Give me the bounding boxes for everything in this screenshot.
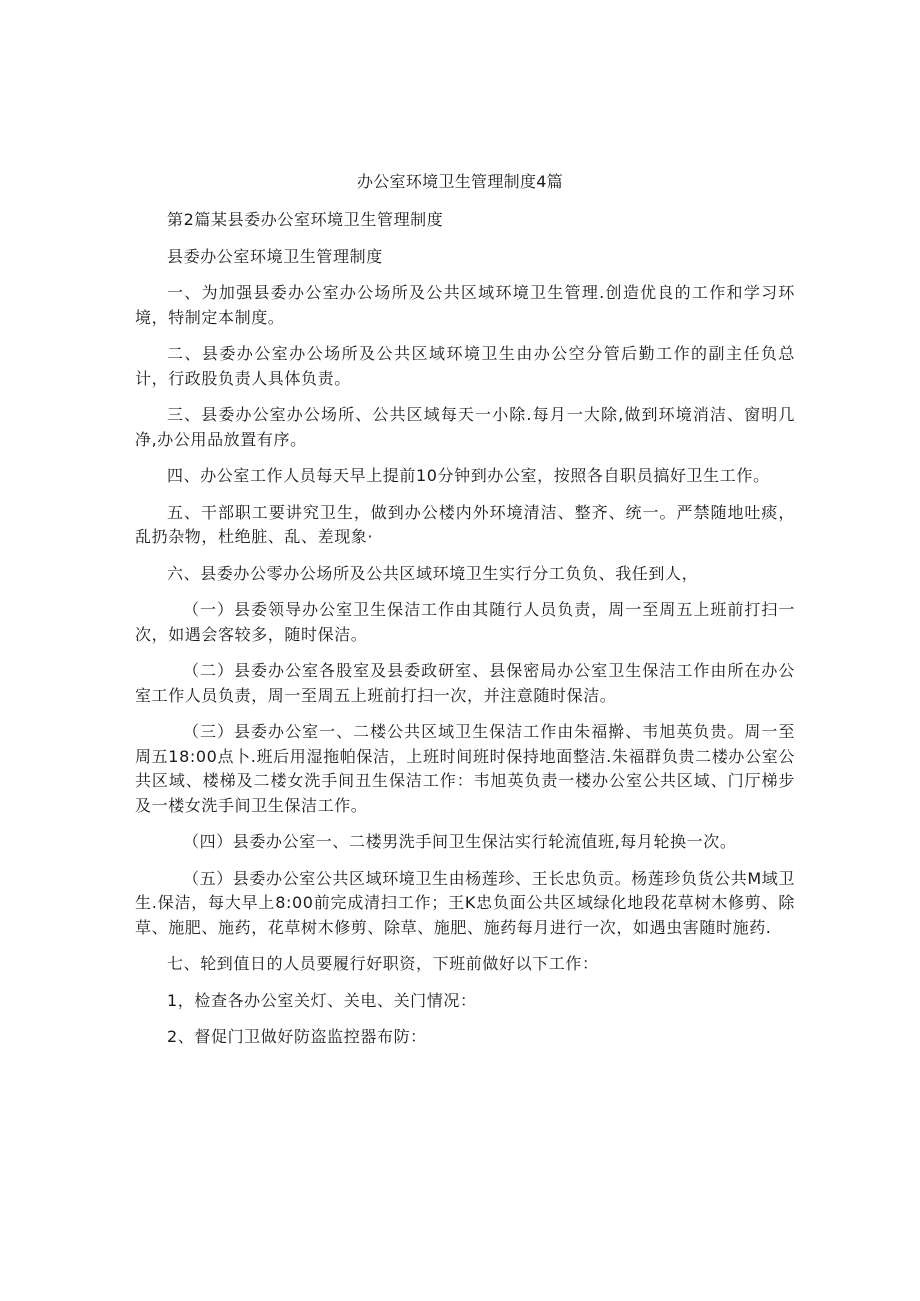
list-item-2: 2、督促门卫做好防盗监控器布防： [167, 1027, 427, 1046]
section-heading: 第2篇某县委办公室环境卫生管理制度 [167, 210, 444, 229]
item-1: （一）县委领导办公室卫生保洁工作由其随行人员负责，周一至周五上班前打扫一次，如遇会客较多，随时保洁。 [135, 600, 795, 644]
paragraph-1: 一、为加强县委办公室办公场所及公共区域环境卫生管理.创造优良的工作和学习环境，特制定本制度。 [135, 283, 795, 327]
list-item-1: 1，检查各办公室关灯、关电、关门情况： [167, 990, 477, 1010]
paragraph-6: 六、县委办公零办公场所及公共区域环境卫生实行分工负负、我任到人， [167, 563, 699, 583]
document-title: 办公室环境卫生管理制度4篇 [356, 172, 564, 191]
sub-heading: 县委办公室环境卫生管理制度 [167, 246, 383, 266]
document-body [135, 208, 795, 1062]
paragraph-3: 三、县委办公室办公场所、公共区域每天一小除.每月一大除,做到环境消洁、窗明几净,办公用品放置有序。 [135, 405, 795, 449]
item-4: （四）县委办公室一、二楼男洗手间卫生保沽实行轮流值班,每月轮换一次。 [183, 832, 737, 851]
item-2: （二）县委办公室各股室及县委政研室、县保密局办公室卫生保洁工作由所在办公室工作人员负责，周一至周五上班前打扫一次，并注意随时保洁。 [135, 661, 795, 705]
rule-seven: 七、轮到值日的人员要履行好职资，下班前做好以下工作： [167, 954, 599, 973]
item-5: （五）县委办公室公共区域环境卫生由杨莲珍、王长忠负贡。杨莲珍负货公共M域卫生.保洁，每大早上8:00前完成清扫工作；王K忠负面公共区域绿化地段花草树木修剪、除草、施肥、施药，花草树木修剪、除草、施肥、施药每月进行一次，如遇虫害随时施药. [135, 868, 796, 937]
paragraph-4: 四、办公室工作人员每天早上提前10分钟到办公室，按照各自职员搞好卫生工作。 [167, 466, 770, 485]
paragraph-5: 五、干部职工要讲究卫生，做到办公楼内外环境清洁、整齐、统一。严禁随地吐痰，乱扔杂物，杜绝脏、乱、差现象· [135, 502, 795, 546]
paragraph-2: 二、县委办公室办公场所及公共区域环境卫生由办公空分管后勤工作的副主任负总计，行政股负责人具体负责。 [135, 344, 795, 388]
item-3: （三）县委办公室一、二楼公共区域卫生保洁工作由朱福擀、韦旭英负贵。周一至周五18:00点卜.班后用湿拖帕保洁，上班时间班时保持地面整洁.朱福群负贵二楼办公室公共区域、楼梯及二楼女洗手间丑生保洁工作：韦旭英负责一楼办公室公共区域、门厅梯步及一楼女洗手间卫生保洁工作。 [135, 722, 795, 815]
